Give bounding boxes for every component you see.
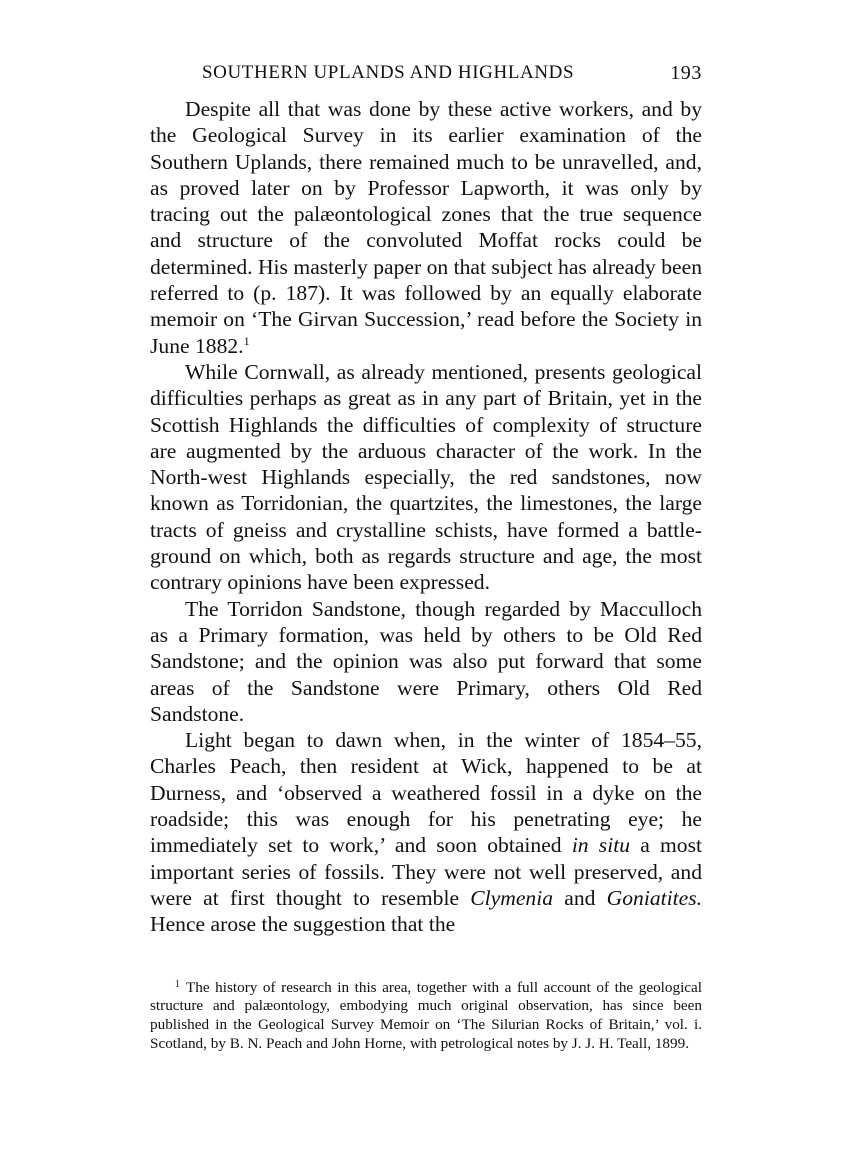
- paragraph-text: Hence arose the suggestion that the: [150, 912, 456, 937]
- italic-term: Goniatites.: [606, 885, 702, 910]
- body-text: [150, 96, 702, 938]
- paragraph-text: Despite all that was done by these active workers, and by the Geological Survey in its earlier examination of the Southern Uplands, there remained much to be unravelled, and, as proved later on by Professor Lapworth, it was only by tracing out the palæontological zones that the true sequence and structure of the convoluted Moffat rocks could be determined. His masterly paper on that subject has already been referred to (p. 187). It was followed by an equally elaborate memoir on ‘The Girvan Succession,’ read before the Society in June 1882.: [150, 97, 702, 358]
- running-head: [150, 62, 702, 92]
- paragraph: [150, 727, 702, 937]
- paragraph-text: Light began to dawn when, in the winter of 1854–55, Charles Peach, then resident at Wick, happened to be at Durness, and ‘observed a weathered fossil in a dyke on the roadside; this was enough for his penetrating eye; he immediately set to work,’ and soon obtained: [150, 728, 702, 858]
- footnote-reference: 1: [243, 333, 250, 348]
- footnote-paragraph: [150, 976, 702, 1054]
- paragraph-text: a most important series of fossils. They were not well preserved, and were at first thought to resemble: [150, 833, 702, 910]
- page-number: 193: [670, 62, 702, 84]
- book-page: [150, 62, 702, 1053]
- running-title: SOUTHERN UPLANDS AND HIGHLANDS: [202, 62, 575, 83]
- paragraph: The Torridon Sandstone, though regarded by Macculloch as a Primary formation, was held by others to be Old Red Sandstone; and the opinion was also put forward that some areas of the Sandstone were Primary, others Old Red Sandstone.: [150, 596, 702, 726]
- italic-term: Clymenia: [470, 885, 554, 910]
- footnote: [150, 976, 702, 1054]
- italic-term: in situ: [571, 833, 631, 858]
- paragraph-text: and: [553, 885, 607, 910]
- paragraph: While Cornwall, as already mentioned, presents geological difficulties perhaps as great as in any part of Britain, yet in the Scottish Highlands the difficulties of complexity of structure are augmented by the arduous character of the work. In the North-west Highlands especially, the red sandstones, now known as Torridonian, the quartzites, the limestones, the large tracts of gneiss and crystalline schists, have formed a battle-ground on which, both as regards structure and age, the most contrary opinions have been expressed.: [150, 359, 702, 595]
- footnote-mark: 1: [175, 978, 180, 990]
- paragraph: [150, 96, 702, 359]
- footnote-text: The history of research in this area, together with a full account of the geological structure and palæontology, embodying much original observation, has since been published in the Geological Survey Memoir on ‘The Silurian Rocks of Britain,’ vol. i. Scotland, by B. N. Peach and John Horne, with petrological notes by J. J. H. Teall, 1899.: [150, 978, 702, 1052]
